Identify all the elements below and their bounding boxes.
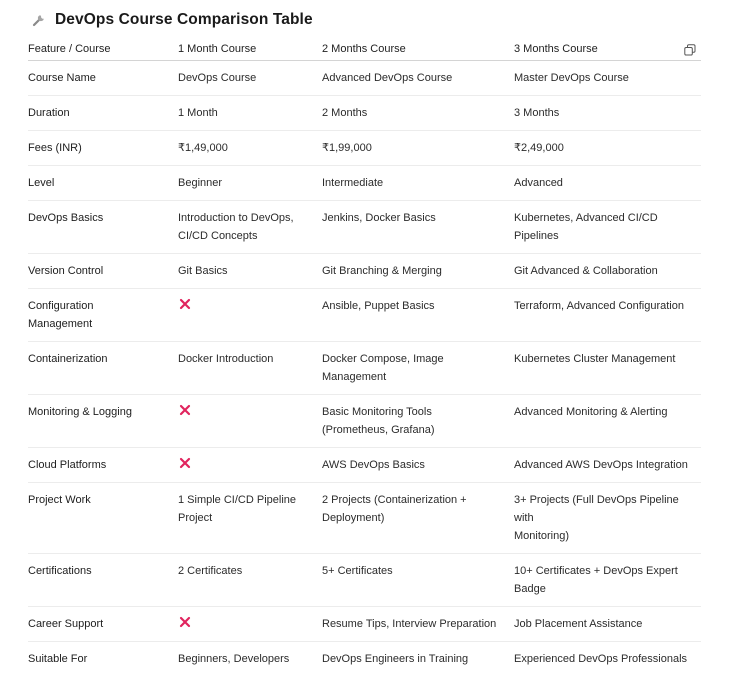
feature-cell: Version Control — [28, 254, 178, 289]
table-row — [28, 342, 701, 395]
feature-cell: Course Name — [28, 61, 178, 96]
column-header: 2 Months Course — [322, 37, 514, 61]
value-cell: ₹1,99,000 — [322, 131, 514, 166]
value-cell: ₹2,49,000 — [514, 131, 701, 166]
value-cell: Basic Monitoring Tools (Prometheus, Grafana) — [322, 395, 514, 448]
value-cell: 2 Projects (Containerization + Deployment) — [322, 483, 514, 554]
value-cell: Kubernetes, Advanced CI/CD Pipelines — [514, 201, 701, 254]
table-row — [28, 96, 701, 131]
feature-cell: Suitable For — [28, 642, 178, 676]
column-header: 1 Month Course — [178, 37, 322, 61]
value-cell: Ansible, Puppet Basics — [322, 289, 514, 342]
table-row — [28, 61, 701, 96]
value-cell: 3 Months — [514, 96, 701, 131]
value-cell: Terraform, Advanced Configuration — [514, 289, 701, 342]
feature-cell: Career Support — [28, 607, 178, 642]
value-cell: DevOps Engineers in Training — [322, 642, 514, 676]
not-included-cell — [178, 607, 322, 642]
value-cell: Docker Compose, Image Management — [322, 342, 514, 395]
table-row — [28, 166, 701, 201]
value-cell: Master DevOps Course — [514, 61, 701, 96]
value-cell: Intermediate — [322, 166, 514, 201]
wrench-icon — [31, 12, 47, 28]
table-row — [28, 289, 701, 342]
value-cell: Docker Introduction — [178, 342, 322, 395]
value-cell: Advanced — [514, 166, 701, 201]
value-cell: 10+ Certificates + DevOps Expert Badge — [514, 554, 701, 607]
feature-cell: Monitoring & Logging — [28, 395, 178, 448]
feature-cell: Containerization — [28, 342, 178, 395]
not-included-cell — [178, 289, 322, 342]
feature-cell: Configuration Management — [28, 289, 178, 342]
value-cell: 2 Certificates — [178, 554, 322, 607]
column-header: Feature / Course — [28, 37, 178, 61]
page-title: DevOps Course Comparison Table — [55, 11, 313, 29]
page-title-block — [31, 8, 313, 32]
value-cell: Advanced AWS DevOps Integration — [514, 448, 701, 483]
feature-cell: Certifications — [28, 554, 178, 607]
feature-cell: Duration — [28, 96, 178, 131]
value-cell: Git Branching & Merging — [322, 254, 514, 289]
not-included-cell — [178, 448, 322, 483]
value-cell: AWS DevOps Basics — [322, 448, 514, 483]
value-cell: Beginners, Developers — [178, 642, 322, 676]
value-cell: Advanced DevOps Course — [322, 61, 514, 96]
table-row — [28, 254, 701, 289]
cross-mark-icon — [179, 404, 191, 416]
value-cell: Jenkins, Docker Basics — [322, 201, 514, 254]
value-cell: Kubernetes Cluster Management — [514, 342, 701, 395]
value-cell: Experienced DevOps Professionals — [514, 642, 701, 676]
table-row — [28, 642, 701, 676]
feature-cell: DevOps Basics — [28, 201, 178, 254]
feature-cell: Cloud Platforms — [28, 448, 178, 483]
not-included-cell — [178, 395, 322, 448]
feature-cell: Fees (INR) — [28, 131, 178, 166]
cross-mark-icon — [179, 457, 191, 469]
cross-mark-icon — [179, 616, 191, 628]
feature-cell: Project Work — [28, 483, 178, 554]
comparison-table — [28, 37, 701, 676]
value-cell: ₹1,49,000 — [178, 131, 322, 166]
value-cell: Introduction to DevOps, CI/CD Concepts — [178, 201, 322, 254]
value-cell: 3+ Projects (Full DevOps Pipeline with Monitoring) — [514, 483, 701, 554]
feature-cell: Level — [28, 166, 178, 201]
value-cell: Beginner — [178, 166, 322, 201]
table-header-row — [28, 37, 701, 61]
cross-mark-icon — [179, 298, 191, 310]
table-row — [28, 448, 701, 483]
value-cell: Advanced Monitoring & Alerting — [514, 395, 701, 448]
table-row — [28, 483, 701, 554]
table-row — [28, 607, 701, 642]
value-cell: 5+ Certificates — [322, 554, 514, 607]
value-cell: Git Basics — [178, 254, 322, 289]
value-cell: 1 Simple CI/CD Pipeline Project — [178, 483, 322, 554]
table-row — [28, 395, 701, 448]
value-cell: Git Advanced & Collaboration — [514, 254, 701, 289]
value-cell: Job Placement Assistance — [514, 607, 701, 642]
value-cell: 1 Month — [178, 96, 322, 131]
column-header: 3 Months Course — [514, 37, 701, 61]
value-cell: DevOps Course — [178, 61, 322, 96]
table-row — [28, 131, 701, 166]
value-cell: 2 Months — [322, 96, 514, 131]
table-row — [28, 554, 701, 607]
table-row — [28, 201, 701, 254]
value-cell: Resume Tips, Interview Preparation — [322, 607, 514, 642]
